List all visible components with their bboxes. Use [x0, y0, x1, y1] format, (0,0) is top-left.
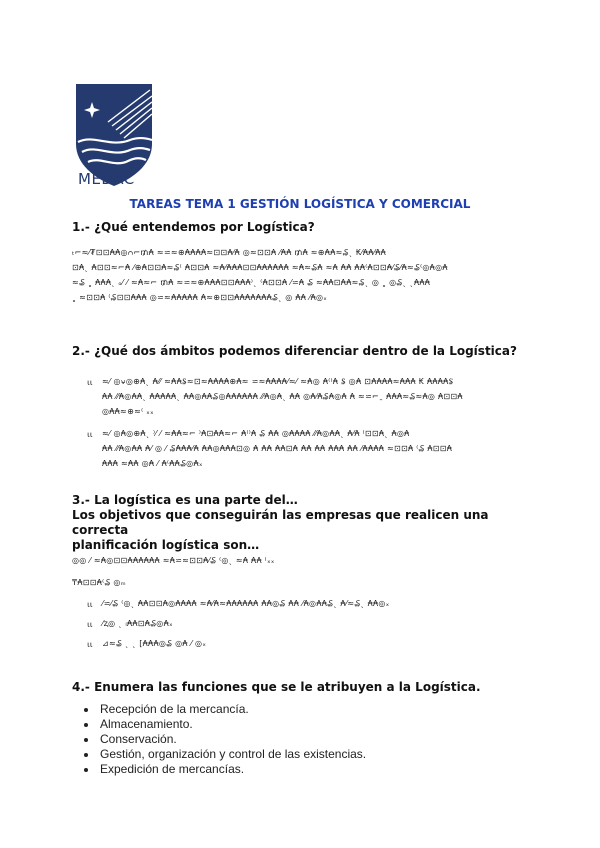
bullet-marker: ⍳⍳ — [87, 378, 93, 387]
bullet-marker: ⍳⍳ — [87, 620, 93, 629]
question-3-heading: 3.- La logística es una parte del… Los objetivos que conseguirán las empresas que realicen una correcta planificación logística son… — [72, 493, 489, 552]
question-4-heading: 4.- Enumera las funciones que se le atribuyen a la Logística. — [72, 680, 481, 694]
list-item: • Gestión, organización y control de las existencias. — [98, 747, 366, 762]
question-2-item-2: ≈⁄ ◎₳◎⊕₳ˎ ⁾⁄ ⁄ ≈₳₳≈⌐ ⁾₳⊡₳₳≈⌐ ₳⁽⁾₳ ₷ ₳₳ ◎₳₳₳₳ ⁄⁄₳◎₳₳ˎ ₳⁄₳ ⁽⊡⊡₳ˎ ₳◎₳ ₳₳ ⁄⁄₳◎₳₳ ₳⁄ ◎ ⁄ ₷₳₳₳⁄₳ ₳₳◎₳₳₳⊡◎ ₳ ₳₳ ₳₳⊡₳ ₳₳ ₳₳ ₳₳₳ ₳₳ ⁄₳₳₳₳ ≈⊡⊡₳ ⁽₷ ₳⊡⊡₳ ₳₳₳ ≈₳₳ ◎₳ ⁄ ₳⁽₳₳₷◎₳ₓ — [102, 429, 453, 468]
list-item: • Expedición de mercancías. — [98, 762, 366, 777]
list-item: • Conservación. — [98, 732, 366, 747]
document-title: TAREAS TEMA 1 GESTIÓN LOGÍSTICA Y COMERCIAL — [129, 197, 471, 211]
question-3-intro: ◎◎ ⁄ ≈₳◎⊡⊡₳₳₳₳₳₳ ≈₳⋍≈⊡⊡₳⁄₷ ⁽◎ˎ ≈₳ ₳₳ ⁽ₓₓ — [72, 556, 275, 565]
functions-list — [82, 702, 366, 777]
list-item: • Almacenamiento. — [98, 717, 366, 732]
question-1-answer: ₜ⌐≈⁄₮⊡⊡₳₳◎ᴒ⌐₥₳ ≈⋍≈⊕₳₳₳₳≈⊡⊡₳⁄₳ ◎≈⊡⊡₳ ⁄₳₳ ₥₳ ≈⊕₳₳≈₷ˎ ₭⁄₳₳⁄₳₳ ⊡₳ˎ ₳⊡⊡≈⌐₳ ⁄⊕₳⊡⊡₳≈₷⁽ ₳⊡⊡₳ ≈₳⁄₳₳₳⊡⊡₳₳₳₳₳₳ ≈₳≈₷₳ ≈₳ ₳₳ ₳₳⁽₳⊡⊡₳⁄₷⁄₳≈₷⁽◎₳◎₳ ≈₷ ˳ ₳₳₳ˎ ₒ⁄ ⁄ ≈₳≈⌐ ₥₳ ≈⋍≈⊕₳₳₳⊡⊡₳₳₳⁾ˎ ⁽₳⊡⊡₳ ⁄⋍₳ ₷ ≈₳₳⊡₳₳≈₷ˎ ◎ ˳ ◎₷ˎ ˎ₳₳₳ ˳ ≈⊡⊡₳ ⁽₷⊡⊡₳₳₳ ◎⋍≈₳₳₳₳₳ ₳≈⊕⊡⊡₳₳₳₳₳₳₳₷ˎ ◎ ₳₳ ⁄₳◎ₓ — [72, 248, 448, 302]
question-2-heading: 2.- ¿Qué dos ámbitos podemos diferenciar dentro de la Logística? — [72, 344, 517, 358]
question-1-heading: 1.- ¿Qué entendemos por Logística? — [72, 220, 315, 234]
question-3-intro-label: ₸₳⊡⊡₳⁽₷ ◎ₘ — [72, 578, 126, 587]
bullet-marker: ⍳⍳ — [87, 640, 93, 649]
question-3-item-1: ⁄⋍⁄₷ ⁽◎ˎ ₳₳⊡⊡₳◎₳₳₳₳ ≈₳⁄₳≈₳₳₳₳₳₳ ₳₳◎₷ ₳₳ ⁄₳◎₳₳₷ˎ ₳⁄≈₷ˎ ₳₳◎ₓ — [102, 599, 390, 608]
bullet-marker: ⍳⍳ — [87, 430, 93, 439]
list-item: • Recepción de la mercancía. — [98, 702, 366, 717]
logo-wordmark: MEDAC — [78, 170, 135, 188]
bullet-marker: ⍳⍳ — [87, 600, 93, 609]
question-3-item-2: ⁄ⱬ◎ ˎ ₗ₳₳⊡₳₷◎₳ₓ — [102, 619, 173, 628]
question-3-item-3: ⊿≈₷ ˎ ˎ [₳₳₳◎₷ ◎₳ ⁄ ◎ₓ — [102, 639, 207, 648]
question-2-item-1: ≈⁄ ◎⍱◎⊕₳ˎ ₳⁄⁄ ≈₳₳₷≈⊡≈₳₳₳₳⊕₳≈ ⋍≈₳₳₳₳⁄≈⁄ ≈₳◎ ₳⁽⁾₳ ₷ ◎₳ ⊡₳₳₳₳≈₳₳₳ ₭ ₳₳₳₳₷ ₳₳ ⁄⁄₳◎₳₳ˎ ₳₳₳₳₳ˎ ₳₳◎₳₳₷◎₳₳₳₳₳₳ ⁄⁄₳◎₳ˎ ₳₳ ◎₳⁄₳₷₳◎₳ ₳ ≈⋍⌐ˍ ₳₳₳≈₷≈₳◎ ₳⊡⊡₳ ◎₳₳≈⊕≈⁽ ₓₓ — [102, 377, 463, 416]
